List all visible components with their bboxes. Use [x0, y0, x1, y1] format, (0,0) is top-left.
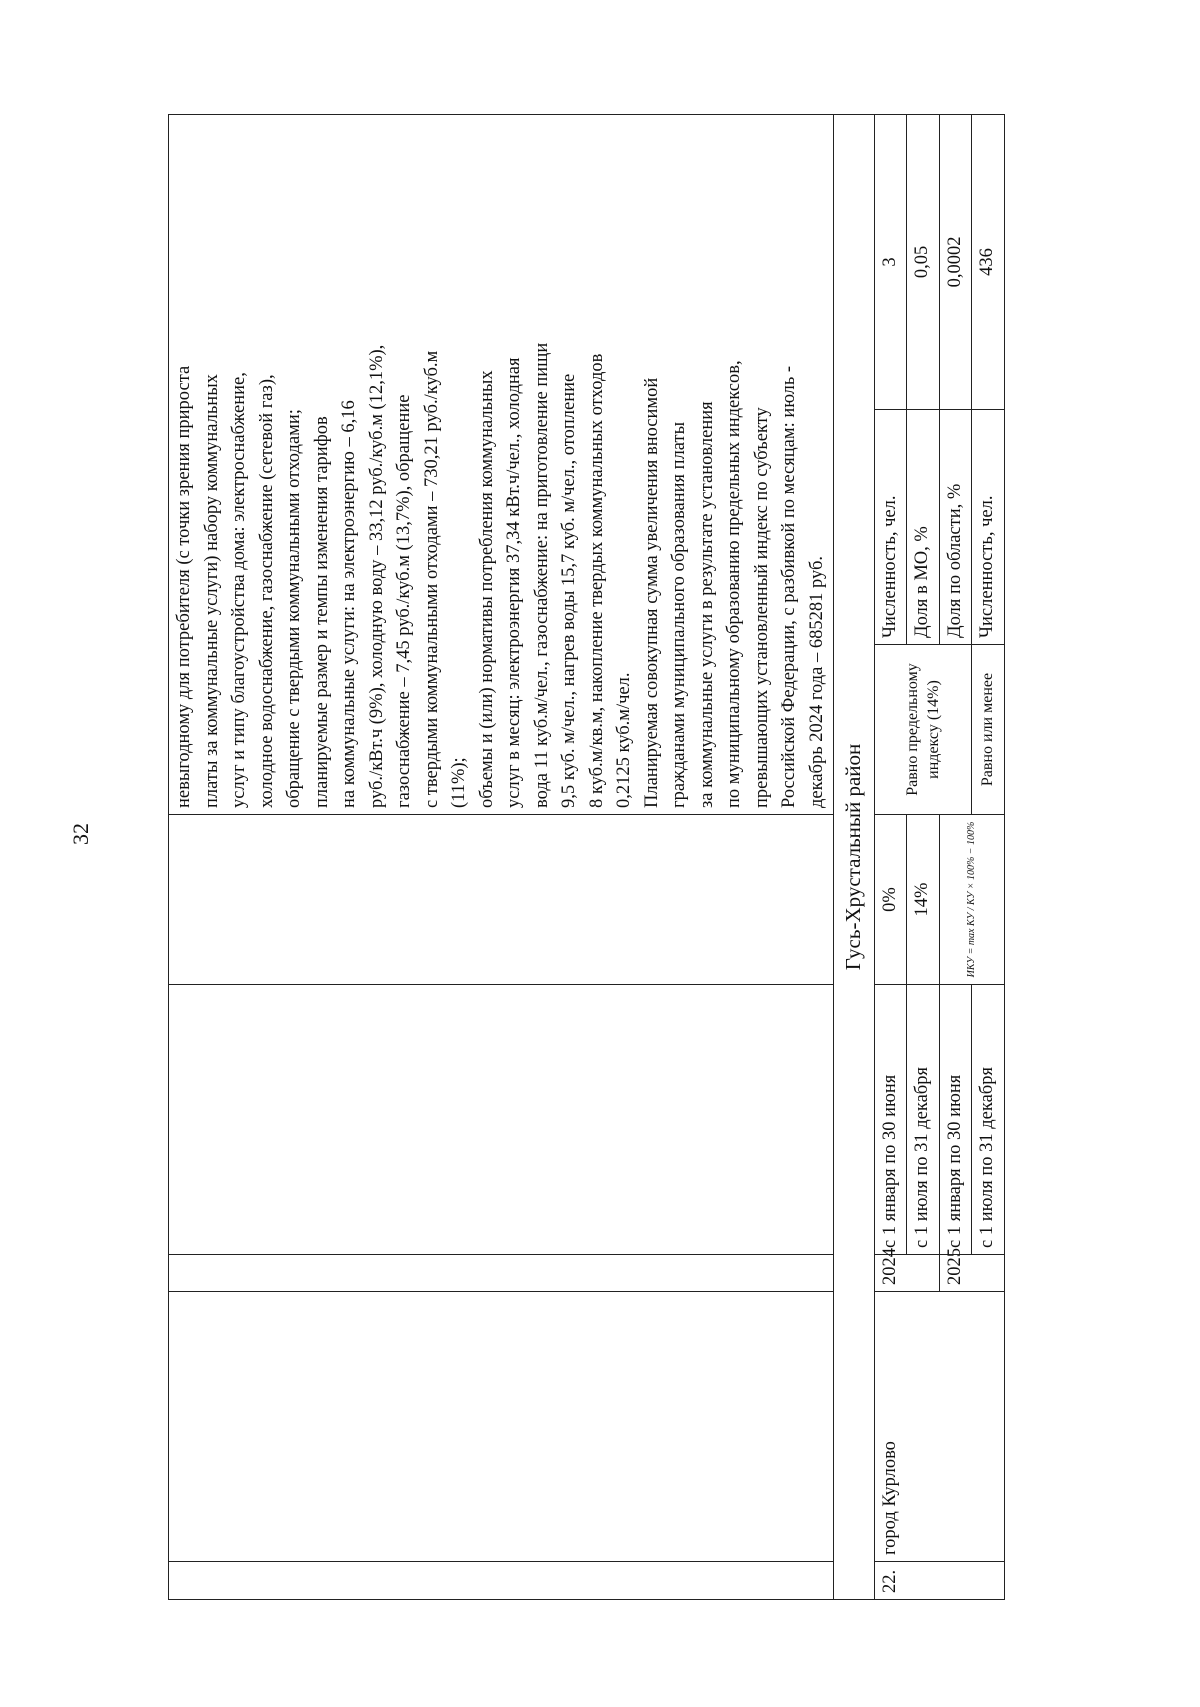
cell-empty: [169, 1255, 834, 1292]
cell-empty: [169, 815, 834, 985]
measure-label: Доля по области, %: [939, 410, 972, 645]
period-cell: с 1 января по 30 июня: [874, 985, 907, 1255]
description-line: с твердыми коммунальными отходами – 730,21 руб./куб.м: [421, 350, 442, 808]
description-line: (11%);: [449, 757, 469, 808]
measure-value: 0,0002: [939, 114, 972, 409]
description-cell: [169, 114, 834, 814]
criterion-cell: Равно или менее: [972, 645, 1005, 815]
description-line: невыгодному для потребителя (с точки зрения прироста: [174, 365, 194, 808]
region-title: Гусь-Хрустальный район: [834, 114, 875, 1599]
description-line: вода 11 куб.м/чел., газоснабжение: на приготовление пищи: [531, 342, 552, 808]
continuation-row: [169, 114, 834, 1599]
description-line: Планируемая совокупная сумма увеличения вносимой: [641, 377, 662, 808]
description-line: услуг в месяц: электроэнергия 37,34 кВт.ч/чел., холодная: [504, 357, 524, 808]
description-line: декабрь 2024 года – 685281 руб.: [806, 555, 827, 808]
measure-value: 436: [972, 114, 1005, 409]
formula-cell: ИКУ = max КУ / КУ × 100% − 100%: [939, 815, 1004, 985]
description-line: гражданами муниципального образования платы: [669, 421, 689, 808]
index-cell: 14%: [907, 815, 940, 985]
description-line: за коммунальные услуги в результате установления: [696, 401, 717, 808]
cell-empty: [169, 1292, 834, 1562]
description-line: по муниципальному образованию предельных индексов,: [724, 360, 744, 808]
description-line: услуг и типу благоустройства дома: электроснабжение,: [229, 372, 249, 808]
page-number: 32: [68, 823, 93, 845]
measure-label: Доля в МО, %: [907, 410, 940, 645]
table-row: [874, 114, 907, 1599]
measure-value: 0,05: [907, 114, 940, 409]
row-number: 22.: [874, 1562, 1004, 1600]
measure-label: Численность, чел.: [874, 410, 907, 645]
year-cell: 2025: [939, 1255, 1004, 1292]
description-line: на коммунальные услуги: на электроэнергию – 6,16: [339, 400, 359, 808]
landscape-table: [168, 115, 1110, 1600]
description-line: 0,2125 куб.м/чел.: [614, 672, 634, 808]
year-cell: 2024: [874, 1255, 939, 1292]
description-line: 8 куб.м/кв.м, накопление твердых коммунальных отходов: [586, 353, 607, 808]
description-line: руб./кВт.ч (9%), холодную воду – 33,12 руб./куб.м (12,1%),: [366, 344, 387, 808]
description-text: [171, 121, 831, 808]
cell-empty: [169, 985, 834, 1255]
criterion-cell: Равно предельному индексу (14%): [874, 645, 972, 815]
municipality-name: город Курлово: [874, 1292, 1004, 1562]
period-cell: с 1 января по 30 июня: [939, 985, 972, 1255]
description-line: превышающих установленный индекс по субъекту: [751, 407, 772, 808]
description-line: планируемые размер и темпы изменения тарифов: [311, 416, 332, 808]
period-cell: с 1 июля по 31 декабря: [907, 985, 940, 1255]
description-line: 9,5 куб. м/чел., нагрев воды 15,7 куб. м/чел., отопление: [559, 373, 579, 808]
index-cell: 0%: [874, 815, 907, 985]
description-line: газоснабжение – 7,45 руб./куб.м (13,7%), обращение: [394, 394, 414, 808]
description-line: обращение с твердыми коммунальными отходами;: [284, 409, 304, 808]
period-cell: с 1 июля по 31 декабря: [972, 985, 1005, 1255]
description-line: объемы и (или) нормативы потребления коммунальных: [476, 370, 497, 808]
cell-empty: [169, 1562, 834, 1600]
measure-label: Численность, чел.: [972, 410, 1005, 645]
region-row: [834, 114, 875, 1599]
measure-value: 3: [874, 114, 907, 409]
description-line: холодное водоснабжение, газоснабжение (сетевой газ),: [256, 374, 277, 808]
description-line: Российской Федерации, с разбивкой по месяцам: июль -: [779, 365, 799, 808]
description-line: платы за коммунальные услуги) набору коммунальных: [201, 374, 222, 808]
